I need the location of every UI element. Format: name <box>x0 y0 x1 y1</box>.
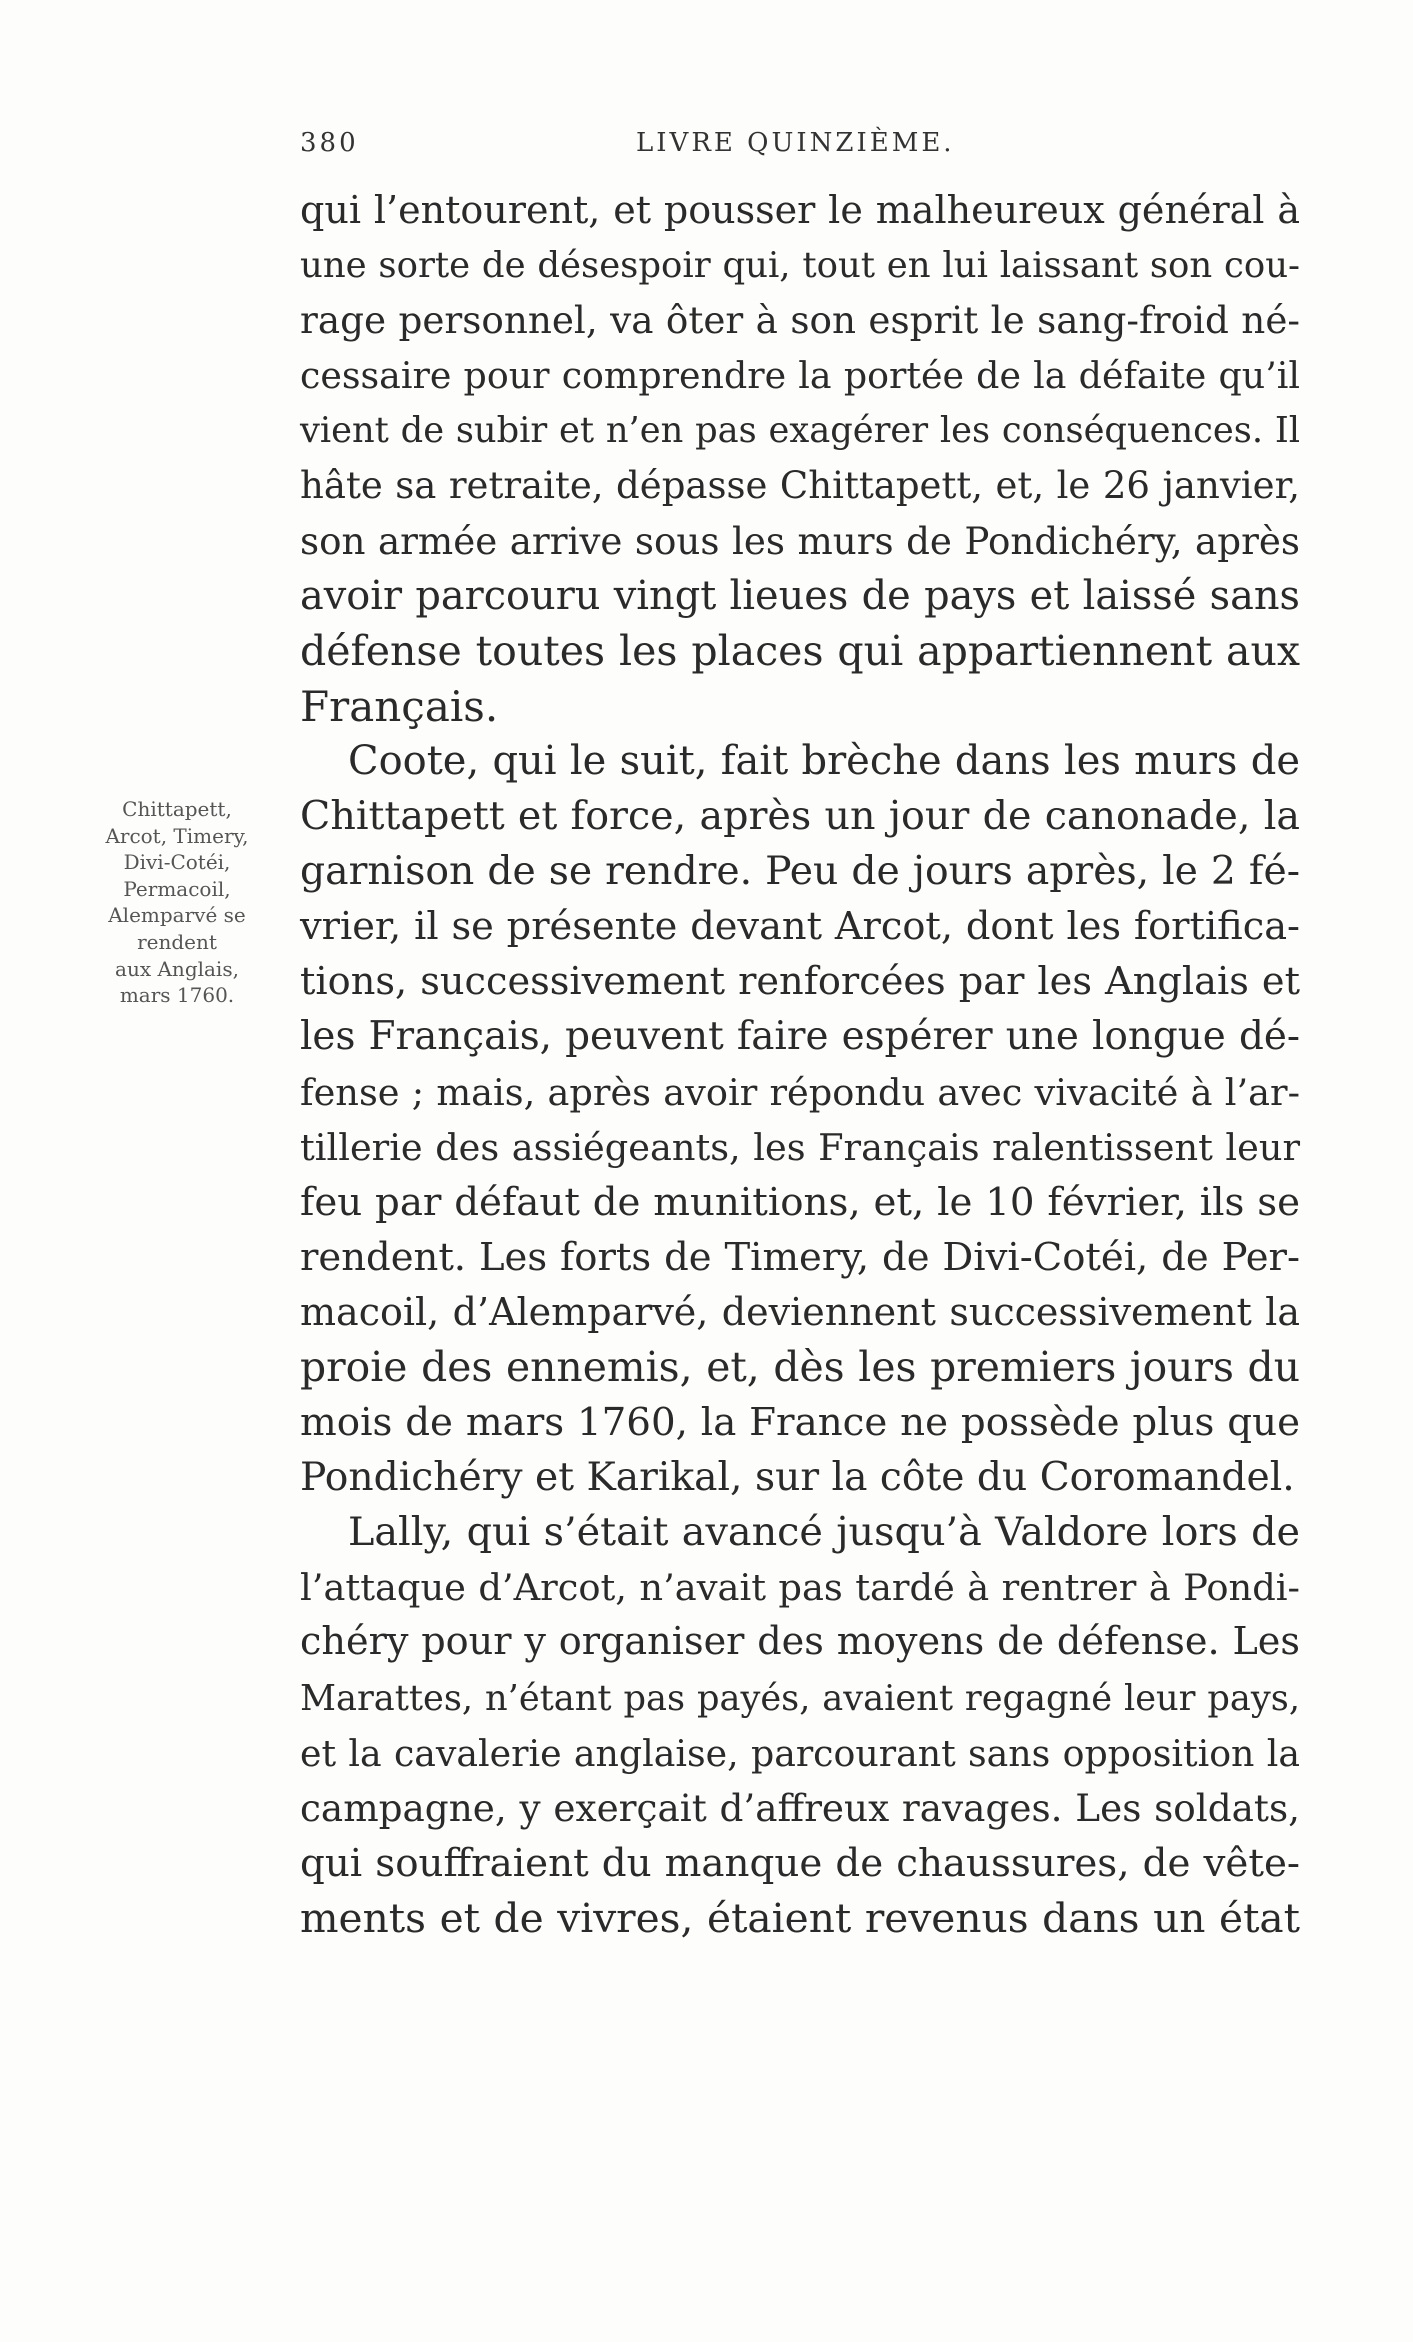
text-line: tillerie des assiégeants, les Français ralentissent leur <box>300 1125 1300 1169</box>
text-line: garnison de se rendre. Peu de jours après, le 2 fé- <box>300 849 1300 895</box>
margin-note-line: Divi-Cotéi, <box>123 850 231 875</box>
text-line: qui souffraient du manque de chaussures, de vête- <box>300 1840 1300 1886</box>
page-number: 380 <box>300 128 359 158</box>
text-line: vrier, il se présente devant Arcot, dont les fortifica- <box>300 904 1300 950</box>
text-line: mois de mars 1760, la France ne possède plus que <box>300 1400 1300 1446</box>
text-line: macoil, d’Alemparvé, deviennent successivement la <box>300 1289 1300 1334</box>
margin-note <box>82 796 272 1009</box>
text-line: ments et de vivres, étaient revenus dans un état <box>300 1893 1300 1942</box>
text-line: Lally, qui s’était avancé jusqu’à Valdore lors de <box>348 1509 1300 1556</box>
text-line: Chittapett et force, après un jour de canonade, la <box>300 793 1300 840</box>
text-line: et la cavalerie anglaise, parcourant sans opposition la <box>300 1731 1300 1775</box>
margin-note-line: Alemparvé se <box>108 903 246 928</box>
running-title: LIVRE QUINZIÈME. <box>636 128 955 158</box>
text-line: Marattes, n’étant pas payés, avaient regagné leur pays, <box>300 1677 1300 1719</box>
text-line: hâte sa retraite, dépasse Chittapett, et, le 26 janvier, <box>300 464 1300 508</box>
text-line: rage personnel, va ôter à son esprit le sang-froid né- <box>300 298 1300 343</box>
text-line: Français. <box>300 681 499 731</box>
text-line: feu par défaut de munitions, et, le 10 février, ils se <box>300 1179 1300 1225</box>
page-header <box>300 128 1000 168</box>
text-line: cessaire pour comprendre la portée de la défaite qu’il <box>300 354 1300 398</box>
text-line: défense toutes les places qui appartiennent aux <box>300 626 1300 675</box>
text-line: les Français, peuvent faire espérer une longue dé- <box>300 1014 1300 1060</box>
text-line: Pondichéry et Karikal, sur la côte du Coromandel. <box>300 1455 1295 1501</box>
text-line: l’attaque d’Arcot, n’avait pas tardé à rentrer à Pondi- <box>300 1566 1300 1610</box>
text-line: rendent. Les forts de Timery, de Divi-Cotéi, de Per- <box>300 1234 1300 1280</box>
margin-note-line: aux Anglais, <box>115 956 239 981</box>
margin-note-line: Chittapett, <box>122 797 232 821</box>
text-line: vient de subir et n’en pas exagérer les conséquences. Il <box>300 410 1300 452</box>
text-line: une sorte de désespoir qui, tout en lui laissant son cou- <box>300 245 1300 287</box>
margin-note-line: Arcot, Timery, <box>105 823 249 848</box>
text-line: qui l’entourent, et pousser le malheureux général à <box>300 188 1300 232</box>
margin-note-line: mars 1760. <box>119 983 235 1008</box>
body-text <box>300 183 1300 1946</box>
text-line: tions, successivement renforcées par les Anglais et <box>300 959 1300 1005</box>
text-line: chéry pour y organiser des moyens de défense. Les <box>300 1620 1300 1665</box>
margin-note-line: Permacoil, <box>123 876 231 901</box>
margin-note-line: rendent <box>137 929 217 954</box>
text-line: son armée arrive sous les murs de Pondichéry, après <box>300 518 1300 563</box>
text-line: fense ; mais, après avoir répondu avec vivacité à l’ar- <box>300 1070 1300 1114</box>
text-line: Coote, qui le suit, fait brèche dans les murs de <box>348 737 1300 784</box>
text-line: avoir parcouru vingt lieues de pays et laissé sans <box>300 572 1300 619</box>
text-line: proie des ennemis, et, dès les premiers jours du <box>300 1342 1300 1391</box>
text-line: campagne, y exerçait d’affreux ravages. Les soldats, <box>300 1785 1300 1830</box>
